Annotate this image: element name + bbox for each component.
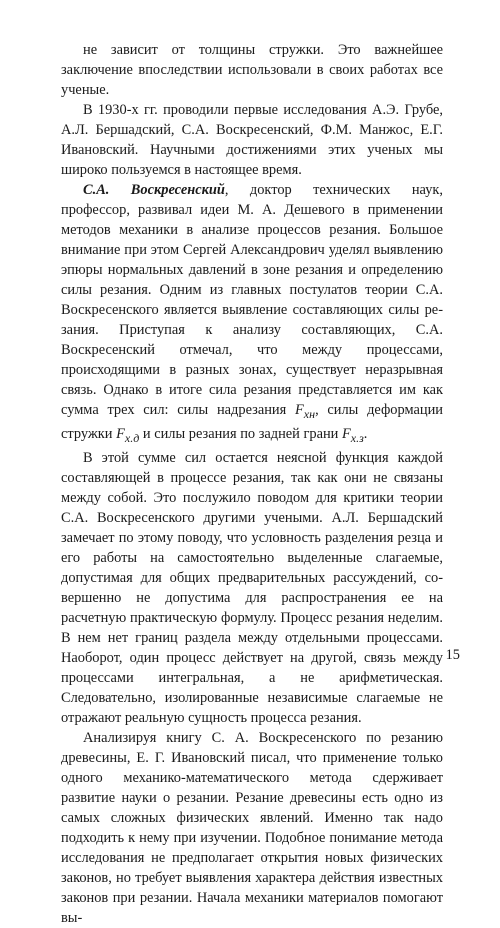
force-subscript: x.з — [350, 430, 364, 445]
paragraph — [61, 180, 443, 448]
text-run: и силы резания по задней грани — [139, 425, 342, 442]
paragraph — [61, 40, 443, 100]
text-run: В 1930-х гг. проводили первые исследования А.Э. Грубе, А.Л. Бершадский, С.А. Воскресенский, Ф.М. Манжос, Е.Г. Ивановский. Научными достижениями этих ученых мы широко пользуемся в настоящее время. — [61, 102, 443, 178]
text-run: В этой сумме сил остается неясной функция каждой составляющей в процессе резания, так как они не связаны между собой. Это послужило поводом для критики теории С.А. Воскресенского другими учеными. А.Л. Бершадский замечает по этому поводу, что условность разделения резца и его работы на самостоятельно выделенные слагаемые, допустимая для общих предварительных рассуждений, совершенно не допустима для распространения ее на расчетную практическую формулу. Процесс резания неделим. В нем нет границ раздела между отдельными процессами. Наоборот, один процесс действует на другой, связь между процессами интегральная, а не арифметическая. Следовательно, изолированные независимые слагаемые не отражают реальную сущность процесса резания. — [61, 449, 443, 726]
paragraph — [61, 448, 443, 728]
force-subscript: x.д — [124, 430, 140, 445]
force-symbol: F — [294, 402, 304, 418]
author-name: С.А. Воскресенский — [83, 182, 225, 198]
text-run: , доктор технических наук, профессор, развивал идеи М. А. Дешевого в применении методов механики в анализе процессов резания. Большое внимание при этом Сергей Александрович уделял выявлению эпюры нормальных давлений в зоне резания и определению силы резания. Одним из главных постулатов теории С.А. Воскресенского является выявление составляющих силы резания. Приступая к анализу составляющих, С.А. Воскресенский отмечал, что между процессами, происходящими в разных зонах, существует неразрывная связь. Однако в итоге сила резания представляется им как сумма трех сил: силы надрезания — [61, 182, 443, 418]
text-run: не зависит от толщины стружки. Это важнейшее заключение впоследствии использовали в своих работах все ученые. — [61, 42, 443, 98]
paragraph — [61, 100, 443, 180]
text-run: Анализируя книгу С. А. Воскресенского по резанию древесины, Е. Г. Ивановский писал, что применение только одного механико-математического метода сдерживает развитие науки о резании. Резание древесины есть одно из самых сложных физических явлений. Именно так надо подходить к нему при изучении. Подобное понимание метода исследования не предполагает открытия новых физических законов, но требует выявления характера действия известных законов при резании. Начала механики материалов помогают вы- — [61, 729, 443, 926]
text-run: , силы деформации стружки — [61, 402, 443, 442]
page-number: 15 — [445, 647, 460, 663]
text-run: . — [363, 425, 368, 442]
force-symbol: F — [341, 425, 351, 442]
force-subscript: xн — [303, 406, 316, 421]
paragraph — [61, 728, 443, 928]
force-symbol: F — [116, 425, 125, 442]
body-text — [61, 40, 443, 928]
